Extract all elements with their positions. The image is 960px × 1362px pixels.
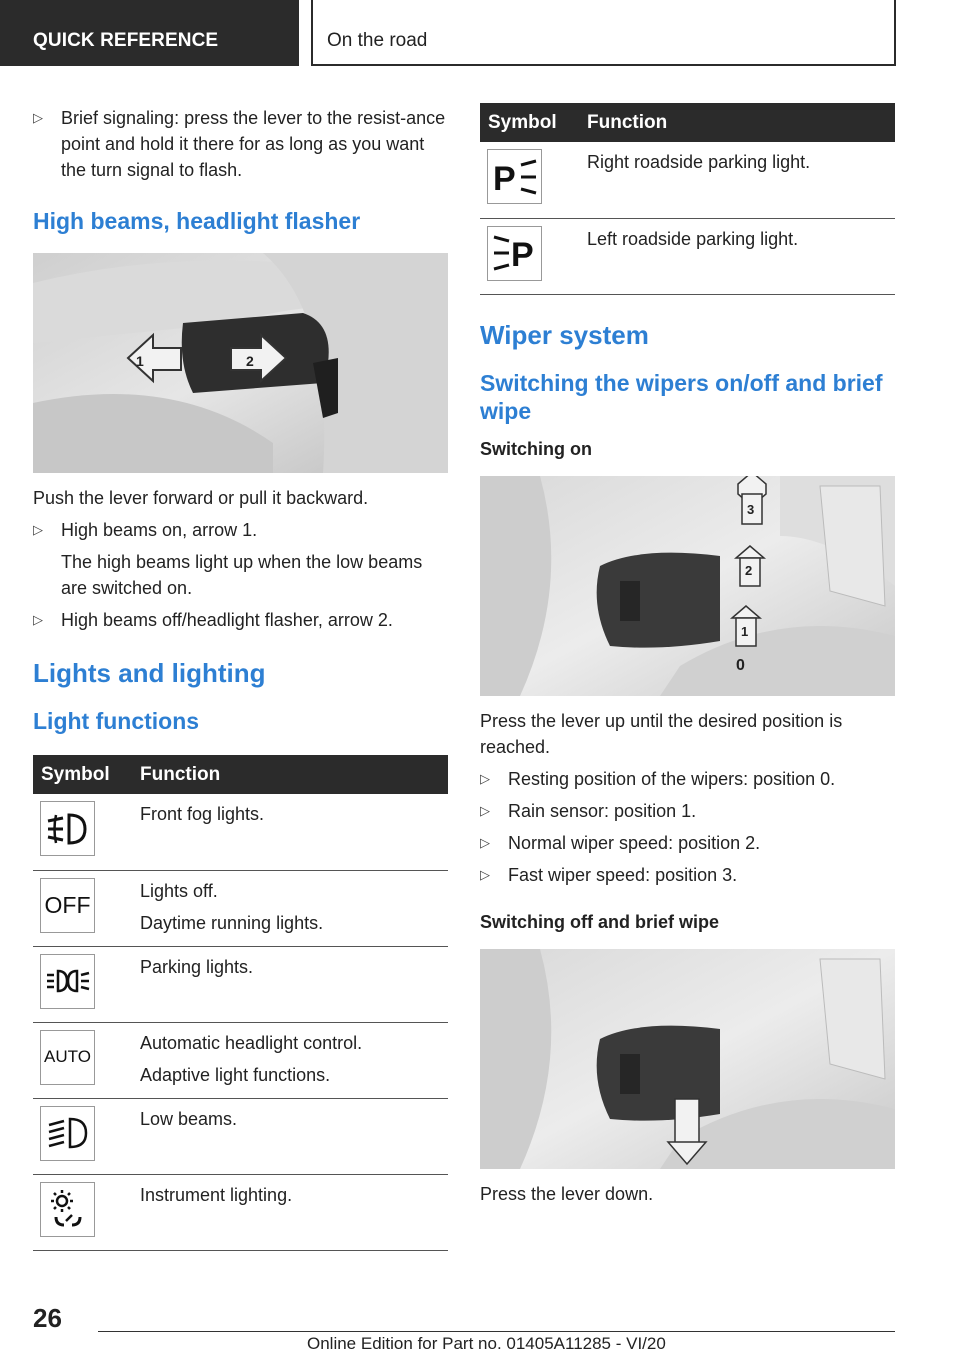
light-functions-table: [33, 755, 448, 1251]
heading-light-functions: Light functions: [33, 708, 200, 734]
left-column: [33, 100, 448, 1251]
function-text: Automatic headlight control.: [140, 1032, 363, 1053]
svg-text:P: P: [510, 236, 534, 273]
instrument-lighting-icon: [40, 1182, 95, 1237]
col-function: Function: [587, 103, 895, 142]
bullet-rain-sensor: ▷ Rain sensor: position 1.: [480, 798, 895, 824]
function-text: Instrument lighting.: [140, 1184, 293, 1205]
press-lever-down-text: Press the lever down.: [480, 1183, 654, 1204]
function-text: Lights off.: [140, 880, 218, 901]
table-row: [33, 1098, 448, 1174]
heading-high-beams: High beams, headlight flasher: [33, 208, 361, 234]
footer-rule: [98, 1331, 895, 1332]
table-row: [33, 946, 448, 1022]
triangle-bullet-icon: ▷: [480, 834, 490, 850]
triangle-bullet-icon: ▷: [33, 522, 43, 537]
bullet-high-beams-on: ▷ High beams on, arrow 1.: [33, 517, 448, 543]
wiper-lever-down-photo: [480, 949, 895, 1169]
press-lever-up-text: Press the lever up until the desired position is reached.: [480, 710, 843, 757]
arrow-3-icon: [738, 476, 766, 524]
bullet-brief-signaling: ▷ Brief signaling: press the lever to the resist-ance point and hold it there for as long as you want the turn signal to flash.: [33, 105, 448, 183]
chapter-title: On the road: [327, 30, 428, 51]
function-text: Adaptive light functions.: [140, 1064, 331, 1085]
function-text: Low beams.: [140, 1108, 238, 1129]
lights-off-icon: OFF: [40, 878, 95, 933]
section-title: QUICK REFERENCE: [33, 30, 219, 51]
low-beams-icon: [40, 1106, 95, 1161]
heading-wiper-system: Wiper system: [480, 319, 649, 350]
function-text: Front fog lights.: [140, 804, 265, 824]
triangle-bullet-icon: ▷: [480, 802, 490, 818]
front-fog-lights-icon: [40, 801, 95, 856]
bullet-normal-speed: ▷ Normal wiper speed: position 2.: [480, 830, 895, 856]
heading-switching-off: Switching off and brief wipe: [480, 911, 720, 932]
high-beams-lever-photo: [33, 253, 448, 473]
high-beams-note: The high beams light up when the low beams are switched on.: [61, 552, 423, 598]
left-roadside-parking-icon: [487, 226, 542, 281]
col-function: Function: [140, 755, 448, 794]
parking-lights-icon: [40, 954, 95, 1009]
function-text: Left roadside parking light.: [587, 228, 799, 249]
function-text: Parking lights.: [140, 956, 254, 977]
bullet-fast-speed: ▷ Fast wiper speed: position 3.: [480, 862, 895, 888]
parking-light-table: [480, 103, 895, 295]
position-0-label: 0: [736, 656, 745, 674]
triangle-bullet-icon: ▷: [33, 110, 43, 125]
col-symbol: Symbol: [480, 103, 587, 142]
triangle-bullet-icon: ▷: [480, 770, 490, 786]
wiper-lever-up-photo: [480, 476, 895, 696]
svg-text:1: 1: [741, 623, 749, 639]
section-tab: [0, 0, 299, 66]
bullet-resting-position: ▷ Resting position of the wipers: position 0.: [480, 766, 895, 792]
auto-headlight-icon: AUTO: [40, 1030, 95, 1085]
right-roadside-parking-icon: [487, 149, 542, 204]
function-text: Right roadside parking light.: [587, 152, 811, 172]
push-lever-text: Push the lever forward or pull it backward.: [33, 488, 369, 508]
svg-text:1: 1: [136, 353, 144, 369]
bullet-high-beams-off: ▷ High beams off/headlight flasher, arrow 2.: [33, 607, 448, 633]
table-row: [33, 1174, 448, 1250]
triangle-bullet-icon: ▷: [33, 612, 43, 627]
table-row: [33, 870, 448, 946]
footer-edition: Online Edition for Part no. 01405A11285 - VI/20: [307, 1334, 666, 1353]
svg-text:2: 2: [246, 353, 254, 369]
triangle-bullet-icon: ▷: [480, 866, 490, 882]
page-number: 26: [33, 1303, 62, 1333]
function-text: Daytime running lights.: [140, 912, 324, 933]
table-row: [33, 1022, 448, 1098]
heading-lights-and-lighting: Lights and lighting: [33, 658, 266, 688]
col-symbol: Symbol: [33, 755, 140, 794]
table-row: [480, 218, 895, 294]
svg-text:2: 2: [745, 562, 753, 578]
chapter-tab: [311, 0, 896, 66]
svg-text:P: P: [492, 159, 516, 197]
svg-text:3: 3: [747, 501, 755, 517]
table-row: [480, 142, 895, 218]
heading-switching-on: Switching on: [480, 438, 592, 459]
heading-switching-wipers: Switching the wipers on/off and brief wipe: [480, 369, 883, 424]
right-column: [480, 100, 895, 1213]
table-row: [33, 794, 448, 870]
